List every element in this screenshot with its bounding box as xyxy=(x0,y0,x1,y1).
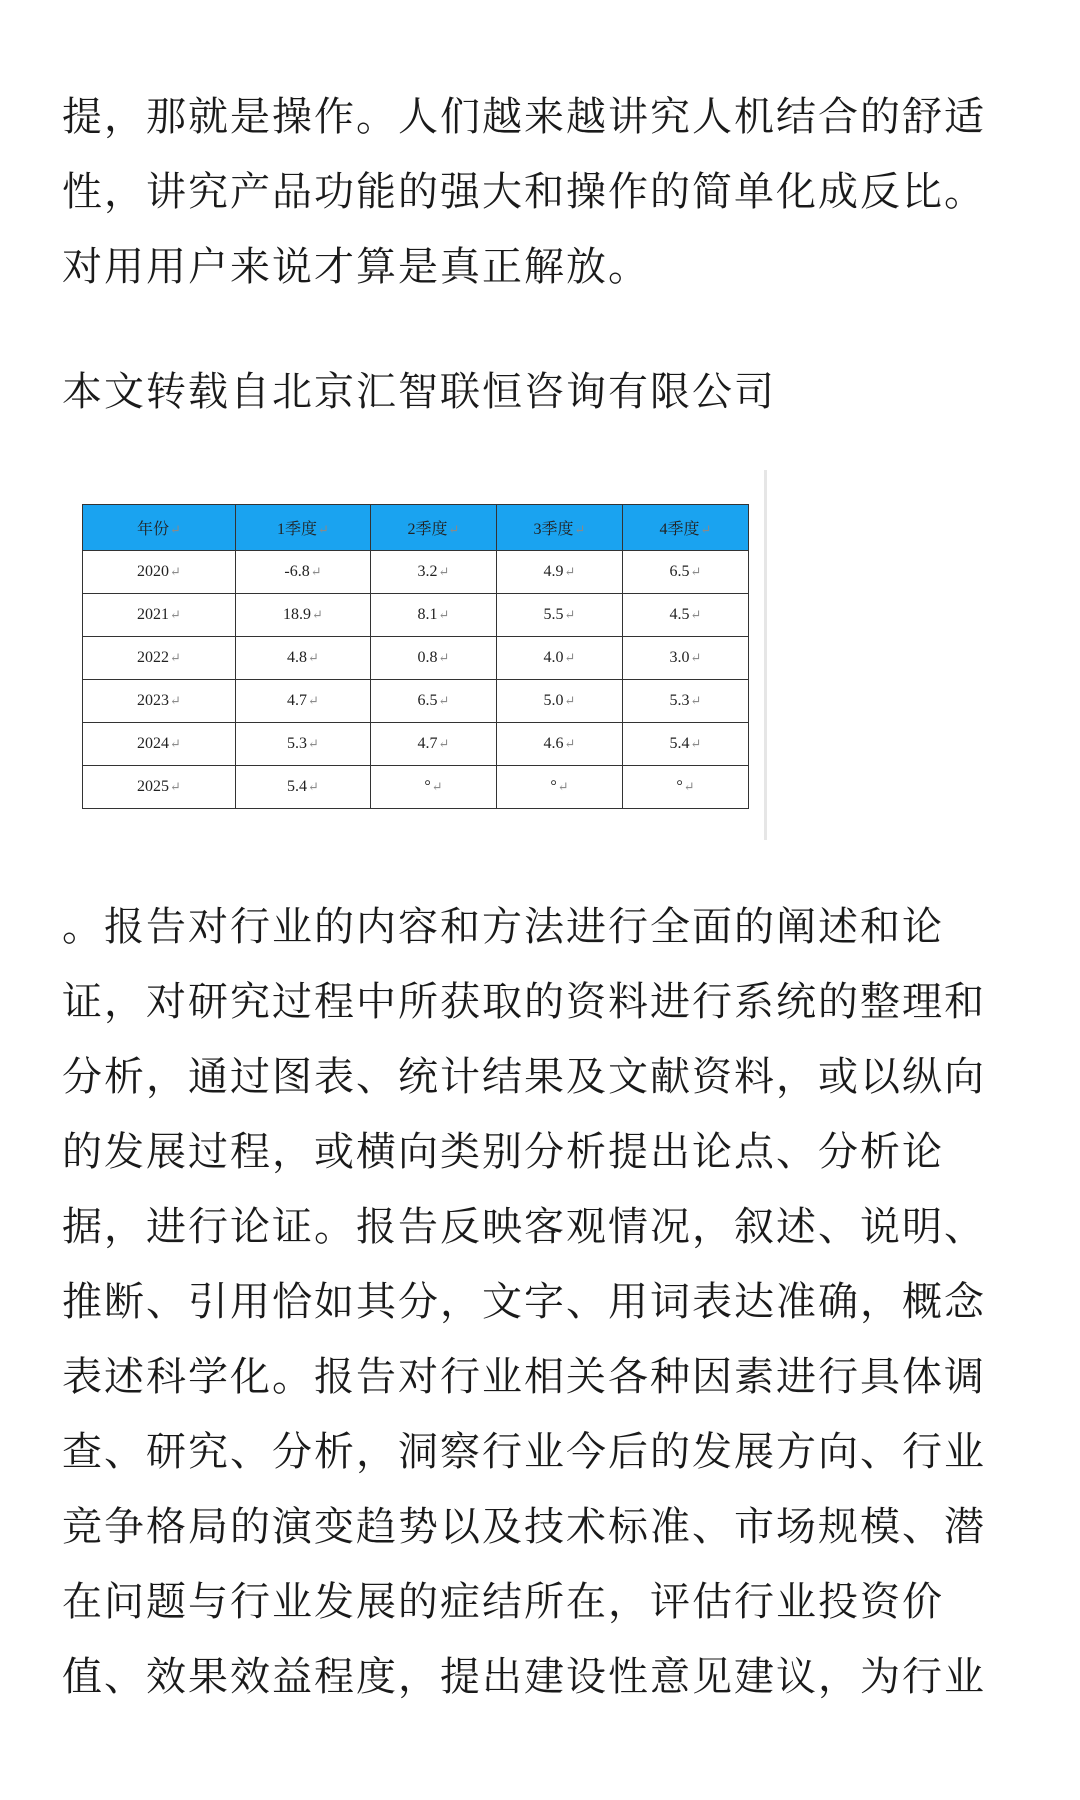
return-mark-icon: ↵ xyxy=(438,564,450,579)
body-paragraph xyxy=(62,890,1022,1715)
text-line: 推断、引用恰如其分，文字、用词表达准确，概念 xyxy=(62,1279,986,1325)
table-cell-value: 5.3↵ xyxy=(236,723,371,766)
source-attribution: 本文转载自北京汇智联恒咨询有限公司 xyxy=(62,369,776,415)
return-mark-icon: ↵ xyxy=(448,522,460,537)
quarterly-data-table xyxy=(82,504,749,809)
table-row xyxy=(83,766,749,809)
header-q4: 4季度↵ xyxy=(623,505,749,551)
return-mark-icon: ↵ xyxy=(438,736,450,751)
table-row xyxy=(83,594,749,637)
intro-paragraph xyxy=(62,80,1022,305)
table-cell-value: -6.8↵ xyxy=(236,551,371,594)
table-cell-value: 18.9↵ xyxy=(236,594,371,637)
return-mark-icon: ↵ xyxy=(564,693,576,708)
return-mark-icon: ↵ xyxy=(574,522,586,537)
return-mark-icon: ↵ xyxy=(438,607,450,622)
table-cell-year: 2020↵ xyxy=(83,551,236,594)
table-cell-value: 8.1↵ xyxy=(371,594,497,637)
return-mark-icon: ↵ xyxy=(557,779,569,794)
header-q2: 2季度↵ xyxy=(371,505,497,551)
table-cell-value: °↵ xyxy=(371,766,497,809)
return-mark-icon: ↵ xyxy=(438,693,450,708)
table-cell-value: 5.3↵ xyxy=(623,680,749,723)
table-cell-value: 3.0↵ xyxy=(623,637,749,680)
return-mark-icon: ↵ xyxy=(438,650,450,665)
table-cell-value: °↵ xyxy=(623,766,749,809)
text-line: 分析，通过图表、统计结果及文献资料，或以纵向 xyxy=(62,1054,986,1100)
table-cell-year: 2022↵ xyxy=(83,637,236,680)
table-cell-value: 4.6↵ xyxy=(497,723,623,766)
return-mark-icon: ↵ xyxy=(431,779,443,794)
table-cell-value: 4.7↵ xyxy=(236,680,371,723)
table-cell-value: 0.8↵ xyxy=(371,637,497,680)
return-mark-icon: ↵ xyxy=(308,779,319,794)
table-row xyxy=(83,551,749,594)
return-mark-icon: ↵ xyxy=(690,564,702,579)
return-mark-icon: ↵ xyxy=(308,650,319,665)
text-line: 值、效果效益程度，提出建设性意见建议，为行业 xyxy=(62,1654,986,1700)
text-line: 提，那就是操作。人们越来越讲究人机结合的舒适 xyxy=(62,94,986,140)
table-image xyxy=(62,470,767,840)
return-mark-icon: ↵ xyxy=(683,779,695,794)
text-line: 据，进行论证。报告反映客观情况，叙述、说明、 xyxy=(62,1204,986,1250)
table-row xyxy=(83,723,749,766)
return-mark-icon: ↵ xyxy=(564,650,576,665)
return-mark-icon: ↵ xyxy=(170,736,181,751)
table-cell-year: 2021↵ xyxy=(83,594,236,637)
return-mark-icon: ↵ xyxy=(690,650,702,665)
return-mark-icon: ↵ xyxy=(170,564,181,579)
return-mark-icon: ↵ xyxy=(170,650,181,665)
table-cell-value: °↵ xyxy=(497,766,623,809)
return-mark-icon: ↵ xyxy=(690,693,702,708)
table-header-row xyxy=(83,505,749,551)
table-cell-value: 4.8↵ xyxy=(236,637,371,680)
text-line: 表述科学化。报告对行业相关各种因素进行具体调 xyxy=(62,1354,986,1400)
return-mark-icon: ↵ xyxy=(690,736,702,751)
table-cell-year: 2023↵ xyxy=(83,680,236,723)
return-mark-icon: ↵ xyxy=(170,693,181,708)
text-line: 竞争格局的演变趋势以及技术标准、市场规模、潜 xyxy=(62,1504,986,1550)
header-year: 年份↵ xyxy=(83,505,236,551)
return-mark-icon: ↵ xyxy=(308,693,319,708)
table-cell-year: 2024↵ xyxy=(83,723,236,766)
text-line: 在问题与行业发展的症结所在，评估行业投资价 xyxy=(62,1579,944,1625)
table-cell-value: 3.2↵ xyxy=(371,551,497,594)
table-cell-value: 5.4↵ xyxy=(236,766,371,809)
return-mark-icon: ↵ xyxy=(564,607,576,622)
table-cell-year: 2025↵ xyxy=(83,766,236,809)
return-mark-icon: ↵ xyxy=(312,607,323,622)
return-mark-icon: ↵ xyxy=(310,564,322,579)
table-cell-value: 4.9↵ xyxy=(497,551,623,594)
return-mark-icon: ↵ xyxy=(690,607,702,622)
table-cell-value: 5.0↵ xyxy=(497,680,623,723)
table-cell-value: 4.5↵ xyxy=(623,594,749,637)
table-cell-value: 6.5↵ xyxy=(623,551,749,594)
return-mark-icon: ↵ xyxy=(170,779,181,794)
header-q3: 3季度↵ xyxy=(497,505,623,551)
table-row xyxy=(83,637,749,680)
table-cell-value: 4.0↵ xyxy=(497,637,623,680)
text-line: 对用用户来说才算是真正解放。 xyxy=(62,244,650,290)
text-line: 证，对研究过程中所获取的资料进行系统的整理和 xyxy=(62,979,986,1025)
text-line: 查、研究、分析，洞察行业今后的发展方向、行业 xyxy=(62,1429,986,1475)
return-mark-icon: ↵ xyxy=(700,522,712,537)
table-cell-value: 5.5↵ xyxy=(497,594,623,637)
table-cell-value: 6.5↵ xyxy=(371,680,497,723)
header-q1: 1季度↵ xyxy=(236,505,371,551)
table-row xyxy=(83,680,749,723)
return-mark-icon: ↵ xyxy=(170,522,181,537)
table-cell-value: 4.7↵ xyxy=(371,723,497,766)
text-line: 。报告对行业的内容和方法进行全面的阐述和论 xyxy=(62,904,944,950)
text-line: 性，讲究产品功能的强大和操作的简单化成反比。 xyxy=(62,169,986,215)
return-mark-icon: ↵ xyxy=(318,522,329,537)
text-line: 的发展过程，或横向类别分析提出论点、分析论 xyxy=(62,1129,944,1175)
table-cell-value: 5.4↵ xyxy=(623,723,749,766)
return-mark-icon: ↵ xyxy=(564,564,576,579)
return-mark-icon: ↵ xyxy=(170,607,181,622)
return-mark-icon: ↵ xyxy=(308,736,319,751)
return-mark-icon: ↵ xyxy=(564,736,576,751)
